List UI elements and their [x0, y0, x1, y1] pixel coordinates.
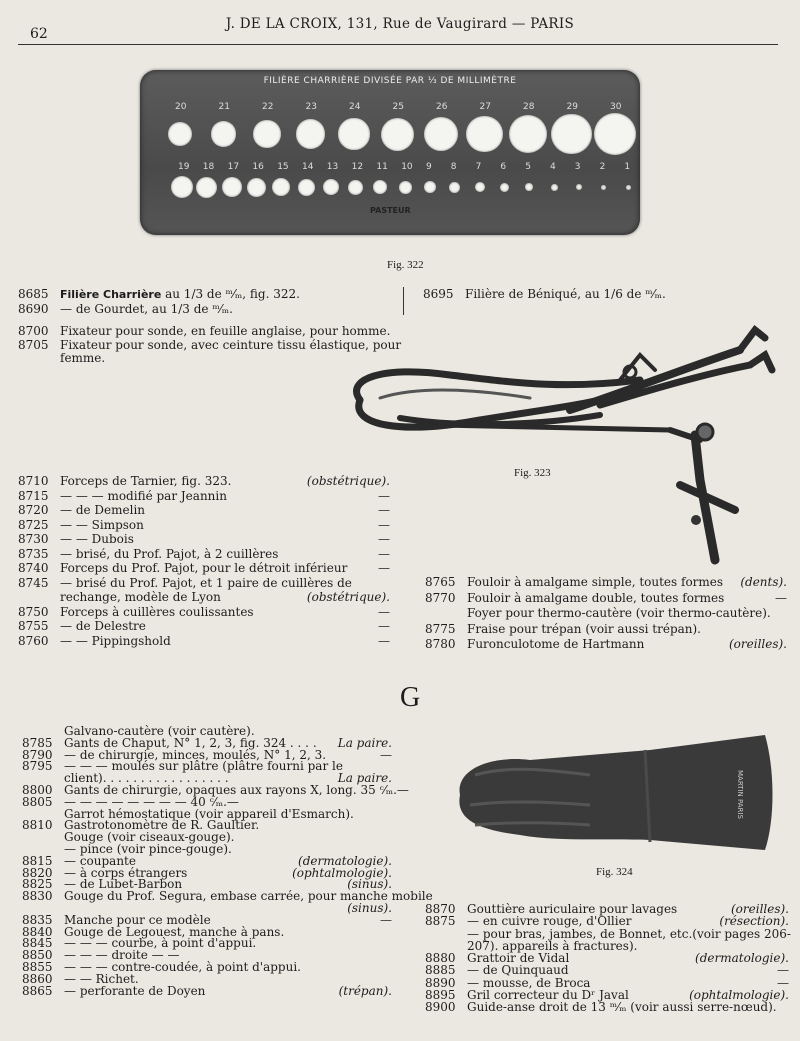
entry-code: 8795: [22, 759, 53, 774]
entry-category: (oreilles).: [730, 902, 789, 916]
entry-description: — — Simpson: [60, 517, 144, 532]
entry-code: 8850: [22, 948, 53, 963]
entry-code: 8690: [18, 301, 49, 316]
entry-description: Grattoir de Vidal: [467, 951, 570, 966]
plate-size-number: 27: [479, 102, 491, 112]
plate-hole: [601, 185, 606, 190]
catalog-entry: [22, 853, 392, 868]
entry-category: La paire.: [337, 771, 392, 786]
entry-description: — de chirurgie, minces, moulés, N° 1, 2, 3.: [64, 747, 327, 762]
plate-size-number: 9: [426, 162, 432, 172]
entry-description: — coupante: [64, 853, 136, 868]
entry-code: 8895: [425, 988, 456, 1003]
catalog-entry: [18, 633, 390, 649]
entry-description: — — Dubois: [60, 532, 134, 546]
entry-description: — — — moulés sur plâtre (plâtre fourni par le: [64, 759, 343, 774]
entry-code: 8845: [22, 936, 53, 951]
entry-description: rechange, modèle de Lyon: [60, 590, 221, 604]
catalog-entry: [18, 575, 390, 591]
catalog-entry: [18, 517, 390, 533]
entry-description: — de Lubet-Barbon: [64, 877, 183, 892]
entry-category: (résection).: [719, 914, 789, 929]
entry-description: au 1/3 de ᵐ⁄ₘ, fig. 322.: [161, 287, 300, 301]
plate-size-number: 7: [475, 162, 482, 172]
plate-hole: [466, 116, 503, 153]
plate-size-number: 29: [566, 102, 578, 112]
entry-description: — de Delestre: [60, 619, 146, 633]
entry-category: (ophtalmologie).: [292, 865, 392, 880]
entry-category: —: [378, 619, 390, 633]
plate-hole: [168, 122, 192, 146]
entry-code: 8750: [18, 604, 49, 619]
entry-description: — brisé du Prof. Pajot, et 1 paire de cuillères de: [60, 575, 352, 590]
entry-code: 8775: [425, 621, 456, 636]
entry-description: Forceps de Tarnier, fig. 323.: [60, 474, 232, 488]
entry-description: Fouloir à amalgame simple, toutes formes: [467, 575, 724, 589]
entry-code: 8755: [18, 619, 49, 633]
plate-hole: [500, 183, 509, 192]
entry-description: Filière de Béniqué, au 1/6 de ᵐ⁄ₘ.: [465, 287, 666, 301]
entry-description: — en cuivre rouge, d'Ollier: [467, 914, 632, 929]
entry-code: 8705: [18, 337, 49, 352]
catalog-entry: [425, 637, 787, 653]
catalog-entry: [18, 474, 390, 489]
catalog-entry: [18, 546, 390, 562]
entry-code: 8815: [22, 853, 53, 868]
plate-hole: [323, 179, 339, 195]
catalog-entry: [64, 830, 392, 845]
plate-size-number: 24: [349, 102, 361, 112]
catalog-entry: [467, 606, 787, 622]
entry-description: Forceps du Prof. Pajot, pour le détroit inférieur: [60, 561, 348, 575]
catalog-entry: [22, 877, 392, 892]
plate-size-number: 17: [227, 162, 240, 172]
entry-description: Garrot hémostatique (voir appareil d'Esmarch).: [64, 806, 354, 821]
entry-code: 8700: [18, 324, 49, 338]
entry-description: Foyer pour thermo-cautère (voir thermo-cautère).: [467, 606, 771, 620]
catalog-entry: [64, 842, 392, 854]
entry-description: Gril correcteur du Dʳ Javal: [467, 988, 629, 1003]
entry-category: (dermatologie).: [298, 853, 392, 868]
plate-hole: [338, 118, 369, 149]
plate-size-number: 8: [450, 162, 457, 172]
entry-category: —: [380, 912, 392, 927]
entry-description: Galvano-cautère (voir cautère).: [64, 724, 255, 738]
entry-code: 8735: [18, 546, 49, 561]
catalog-entry: [22, 959, 392, 974]
plate-hole: [253, 120, 281, 148]
entry-code: 8885: [425, 963, 456, 978]
section-g-left-entries: [22, 724, 433, 998]
plate-hole: [348, 180, 363, 195]
plate-hole: [211, 121, 237, 147]
plate-hole: [576, 184, 582, 190]
entry-description: Gouge de Legouest, manche à pans.: [64, 924, 285, 939]
entry-code: 8820: [22, 865, 53, 880]
entry-category: (obstétrique).: [306, 474, 390, 488]
catalog-entry: [425, 988, 789, 1003]
entry-code: 8805: [22, 794, 53, 809]
catalog-entry: [22, 983, 392, 998]
entry-code: 8780: [425, 637, 456, 651]
entry-code: 8830: [22, 889, 53, 904]
entry-code: 8720: [18, 503, 49, 517]
plate-size-number: 12: [351, 162, 364, 172]
entry-code: 8745: [18, 575, 49, 590]
entry-description: — mousse, de Broca: [467, 975, 591, 990]
catalog-entry: [423, 287, 785, 302]
catalog-entry: [425, 963, 789, 978]
catalog-entry: [22, 735, 392, 750]
plate-hole: [272, 178, 290, 196]
plate-hole: [626, 185, 631, 190]
catalog-entry: [22, 747, 392, 762]
entry-code: 8800: [22, 782, 53, 797]
entry-description: Gouttière auriculaire pour lavages: [467, 902, 678, 916]
entry-category: (ophtalmologie).: [689, 988, 789, 1003]
plate-size-number: 6: [500, 162, 507, 172]
catalog-entry: [22, 794, 392, 809]
catalog-entry: [22, 782, 409, 797]
plate-maker-mark: PASTEUR: [370, 206, 411, 215]
page-header-title: J. DE LA CROIX, 131, Rue de Vaugirard — PARIS: [225, 16, 575, 32]
entry-description: — de Quinquaud: [467, 963, 569, 978]
catalog-entry: [425, 902, 789, 916]
entry-description: client). . . . . . . . . . . . . . . . .: [64, 771, 229, 786]
catalog-entry: [22, 759, 392, 774]
entry-code: 8860: [22, 971, 53, 986]
catalog-entry: [18, 287, 390, 302]
catalog-entry: [60, 590, 390, 605]
forceps-illustration: [340, 310, 780, 570]
entry-description: Fouloir à amalgame double, toutes formes: [467, 590, 725, 605]
catalog-entry: [18, 532, 390, 547]
entry-code: 8685: [18, 287, 49, 301]
catalog-entry: [64, 901, 392, 913]
plate-size-number: 20: [175, 102, 187, 112]
plate-hole: [449, 182, 460, 193]
plate-hole: [399, 181, 412, 194]
entry-category: —: [378, 633, 390, 648]
entry-code: 8875: [425, 914, 456, 929]
plate-title: FILIÈRE CHARRIÈRE DIVISÉE PAR ⅓ DE MILLIMÈTRE: [263, 76, 517, 86]
plate-hole: [222, 177, 242, 197]
entry-category: —: [777, 975, 789, 990]
entry-description: — perforante de Doyen: [64, 983, 206, 998]
entry-code: 8740: [18, 561, 49, 575]
entry-code: 8785: [22, 735, 53, 750]
catalog-entry: [425, 621, 787, 638]
plate-size-number: 14: [302, 162, 314, 172]
entry-description: — — — courbe, à point d'appui.: [64, 936, 257, 951]
entry-code: 8760: [18, 633, 49, 648]
entry-description: 207). appareils à fractures).: [467, 938, 638, 953]
entry-description: — brisé, du Prof. Pajot, à 2 cuillères: [60, 546, 279, 561]
plate-size-number: 28: [523, 102, 535, 112]
entry-description: Gouge (voir ciseaux-gouge).: [64, 830, 235, 845]
plate-hole: [525, 183, 533, 191]
plate-size-number: 23: [305, 102, 317, 112]
catalog-entry: [18, 604, 390, 620]
entry-code: 8890: [425, 975, 456, 990]
entry-code: 8710: [18, 474, 49, 488]
entry-description: Gants de Chaput, N° 1, 2, 3, fig. 324 . . . .: [64, 735, 317, 750]
entry-category: —: [378, 532, 390, 546]
entry-code: 8880: [425, 951, 456, 966]
plate-hole: [424, 117, 459, 152]
entry-description: Fixateur pour sonde, avec ceinture tissu élastique, pour: [60, 337, 402, 352]
entry-code: 8825: [22, 877, 53, 892]
plate-size-number: 30: [610, 102, 622, 112]
catalog-entry: [22, 865, 392, 880]
plate-size-number: 25: [392, 102, 404, 112]
entry-code: 8770: [425, 590, 456, 605]
entry-category: (oreilles).: [728, 637, 787, 651]
catalog-entry: [425, 914, 789, 929]
entry-description: — — — modifié par Jeannin: [60, 488, 227, 503]
fouloir-entries: [425, 575, 787, 653]
plate-hole: [381, 118, 414, 151]
catalog-entry: [22, 971, 392, 986]
entry-description: Fraise pour trépan (voir aussi trépan).: [467, 621, 701, 636]
catalog-entry: [18, 561, 390, 576]
catalog-entry: [425, 590, 787, 607]
entry-description: — de Demelin: [60, 503, 146, 517]
catalog-entry: [64, 807, 392, 819]
entry-category: (dermatologie).: [695, 951, 789, 966]
plate-size-number: 5: [525, 162, 531, 172]
plate-size-number: 10: [401, 162, 413, 172]
plate-size-number: 13: [326, 162, 339, 172]
plate-hole: [424, 181, 436, 193]
entry-category: (sinus).: [347, 877, 392, 892]
fig-322-caption: Fig. 322: [387, 259, 424, 271]
entry-category: —: [378, 561, 390, 575]
entry-code: 8715: [18, 488, 49, 503]
filiere-plate-image: [140, 70, 640, 235]
entry-code: 8870: [425, 902, 456, 916]
entry-code: 8900: [425, 1000, 456, 1015]
plate-hole: [551, 184, 558, 191]
plate-size-number: 15: [277, 162, 289, 172]
entry-description: — — — droite — —: [64, 948, 180, 963]
catalog-entry: [22, 912, 392, 927]
entry-category: —: [775, 590, 787, 605]
catalog-entry: [22, 948, 392, 963]
entry-description: Manche pour ce modèle: [64, 912, 211, 927]
entry-category: —: [777, 963, 789, 978]
entry-category: —: [378, 546, 390, 561]
catalog-entry: [425, 975, 789, 990]
entry-category: —: [378, 604, 390, 619]
entry-description: Furonculotome de Hartmann: [467, 637, 645, 651]
entry-description: — — — contre-coudée, à point d'appui.: [64, 959, 301, 974]
entry-description: — — Richet.: [64, 971, 139, 986]
page-number: 62: [30, 26, 48, 42]
forceps-entries: [18, 474, 390, 648]
entry-description: — pour bras, jambes, de Bonnet, etc.(voir pages 206-: [467, 926, 791, 941]
section-g-right-entries: [425, 902, 791, 1015]
catalog-entry: [22, 924, 392, 939]
plate-hole: [247, 178, 266, 197]
plate-hole: [551, 114, 591, 154]
entry-description: — pince (voir pince-gouge).: [64, 841, 232, 856]
plate-size-number: 2: [599, 162, 606, 172]
section-letter-g: G: [400, 682, 421, 713]
catalog-entry: [64, 724, 392, 736]
catalog-entry: [467, 939, 789, 951]
entry-category: La paire.: [337, 735, 392, 750]
plate-size-number: 21: [218, 102, 230, 112]
plate-size-number: 19: [178, 162, 190, 172]
plate-size-number: 3: [574, 162, 581, 172]
entry-code: 8840: [22, 924, 53, 939]
plate-size-number: 16: [252, 162, 264, 172]
entry-description: — à corps étrangers: [64, 865, 188, 880]
catalog-entry: [18, 619, 390, 634]
fig-324-caption: Fig. 324: [596, 866, 633, 878]
entry-code: 8865: [22, 983, 53, 998]
entry-code: 8725: [18, 517, 49, 532]
entry-category: —: [378, 503, 390, 517]
entry-code: 8765: [425, 575, 456, 589]
entry-category: (dents).: [740, 575, 787, 589]
plate-hole: [298, 179, 315, 196]
entry-description: Gastrotonomètre de R. Gaultier.: [64, 818, 260, 833]
plate-size-number: 26: [436, 102, 448, 112]
entry-category: —: [378, 488, 390, 503]
plate-size-number: 22: [262, 102, 274, 112]
catalog-entry: [425, 1000, 789, 1015]
entry-code: 8810: [22, 818, 53, 833]
entry-category: —: [380, 747, 392, 762]
entry-code: 8855: [22, 959, 53, 974]
fig-323-caption: Fig. 323: [514, 467, 551, 479]
plate-hole: [509, 115, 547, 153]
catalog-entry: [18, 488, 390, 504]
entry-code: 8790: [22, 747, 53, 762]
plate-size-number: 11: [376, 162, 388, 172]
entry-category: (obstétrique).: [306, 590, 390, 604]
catalog-entry: [425, 951, 789, 966]
header-rule: [18, 44, 778, 45]
entry-code: 8835: [22, 912, 53, 927]
entry-category: (sinus).: [347, 900, 392, 915]
plate-hole: [196, 177, 217, 198]
plate-size-number: 4: [550, 162, 556, 172]
plate-hole: [475, 182, 485, 192]
plate-size-number: 18: [202, 162, 215, 172]
entry-category: —: [378, 517, 390, 532]
catalog-entry: [22, 936, 392, 951]
filiere-benique-entry: [423, 287, 785, 302]
entry-description: Fixateur pour sonde, en feuille anglaise, pour homme.: [60, 324, 391, 338]
entry-description: — de Gourdet, au 1/3 de ᵐ⁄ₘ.: [60, 301, 233, 316]
entry-description: femme.: [60, 351, 106, 365]
catalog-entry: [22, 889, 433, 904]
entry-code: 8730: [18, 532, 49, 546]
glove-illustration: [450, 730, 780, 860]
entry-description: Forceps à cuillères coulissantes: [60, 604, 254, 619]
entry-category: (trépan).: [338, 983, 392, 998]
plate-hole: [171, 176, 193, 198]
glove-maker-mark: MARTIN PARIS: [736, 770, 744, 819]
plate-size-number: 1: [624, 162, 631, 172]
entry-description: Guide-anse droit de 13 ᵐ⁄ₘ (voir aussi serre-nœud).: [467, 1000, 777, 1015]
entry-description: Gouge du Prof. Segura, embase carrée, pour manche mobile: [64, 889, 433, 904]
catalog-entry: [64, 771, 392, 786]
catalog-entry: [425, 575, 787, 591]
plate-hole: [373, 180, 387, 194]
catalog-entry: [467, 927, 789, 939]
entry-description: — — Pippingshold: [60, 633, 171, 648]
entry-description: Gants de chirurgie, opaques aux rayons X, long. 35 ᶜ⁄ₘ.—: [64, 782, 409, 797]
catalog-entry: [22, 818, 392, 833]
entry-name: Filière Charrière: [60, 288, 162, 301]
entry-code: 8695: [423, 287, 454, 301]
catalog-entry: [18, 503, 390, 518]
entry-description: — — — — — — — — 40 ᶜ⁄ₘ.—: [64, 794, 239, 809]
plate-hole: [594, 113, 636, 155]
plate-hole: [296, 119, 325, 148]
